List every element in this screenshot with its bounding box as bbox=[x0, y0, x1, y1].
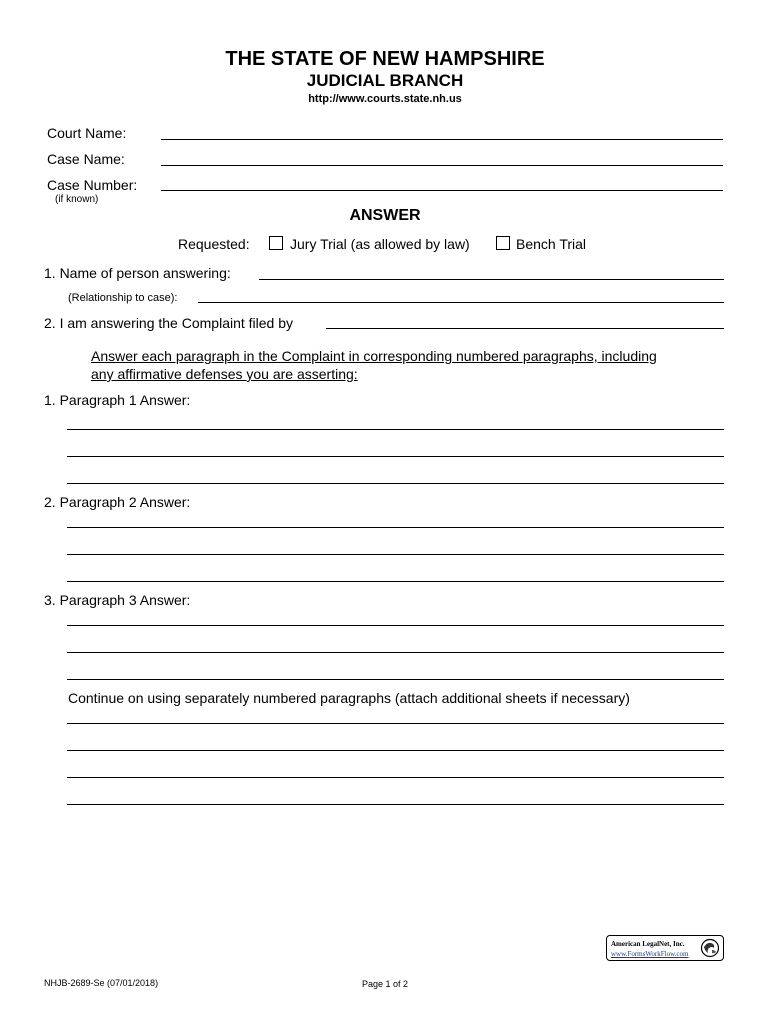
paragraph-3-line-2[interactable] bbox=[67, 652, 724, 653]
continue-line-4[interactable] bbox=[67, 804, 724, 805]
paragraph-1-line-1[interactable] bbox=[67, 429, 724, 430]
continue-line-1[interactable] bbox=[67, 723, 724, 724]
complaint-filed-by-field[interactable] bbox=[326, 328, 724, 329]
bench-trial-label: Bench Trial bbox=[516, 236, 587, 252]
answer-title: ANSWER bbox=[349, 207, 421, 224]
logo-name: American LegalNet, Inc. bbox=[611, 940, 685, 948]
paragraph-2-line-3[interactable] bbox=[67, 581, 724, 582]
person-answering-field[interactable] bbox=[259, 279, 724, 280]
paragraph-1-line-3[interactable] bbox=[67, 483, 724, 484]
continue-line-2[interactable] bbox=[67, 750, 724, 751]
paragraph-1-line-2[interactable] bbox=[67, 456, 724, 457]
if-known-note: (if known) bbox=[55, 194, 99, 205]
document-title: THE STATE OF NEW HAMPSHIRE bbox=[225, 48, 545, 70]
form-id: NHJB-2689-Se (07/01/2018) bbox=[44, 978, 159, 988]
paragraph-2-line-1[interactable] bbox=[67, 527, 724, 528]
person-answering-label: 1. Name of person answering: bbox=[44, 265, 231, 281]
document-subtitle: JUDICIAL BRANCH bbox=[306, 71, 464, 90]
paragraph-3-line-3[interactable] bbox=[67, 679, 724, 680]
paragraph-3-line-1[interactable] bbox=[67, 625, 724, 626]
case-number-field[interactable] bbox=[161, 190, 723, 191]
court-url: http://www.courts.state.nh.us bbox=[308, 93, 462, 105]
case-name-field[interactable] bbox=[161, 165, 723, 166]
relationship-label: (Relationship to case): bbox=[68, 292, 178, 304]
case-number-label: Case Number: bbox=[47, 177, 138, 193]
paragraph-2-label: 2. Paragraph 2 Answer: bbox=[44, 494, 191, 510]
jury-trial-label: Jury Trial (as allowed by law) bbox=[290, 236, 470, 252]
paragraph-2-line-2[interactable] bbox=[67, 554, 724, 555]
page-number: Page 1 of 2 bbox=[362, 979, 409, 989]
legalnet-logo bbox=[606, 935, 724, 961]
court-name-field[interactable] bbox=[161, 139, 723, 140]
requested-label: Requested: bbox=[178, 236, 250, 252]
paragraph-1-label: 1. Paragraph 1 Answer: bbox=[44, 392, 191, 408]
jury-trial-checkbox[interactable] bbox=[269, 236, 283, 250]
court-name-label: Court Name: bbox=[47, 125, 127, 141]
logo-url[interactable]: www.FormsWorkFlow.com bbox=[611, 950, 689, 958]
instructions-line-1: Answer each paragraph in the Complaint in corresponding numbered paragraphs, including bbox=[91, 348, 657, 364]
paragraph-3-label: 3. Paragraph 3 Answer: bbox=[44, 592, 191, 608]
instructions-line-2: any affirmative defenses you are asserting: bbox=[91, 366, 358, 382]
globe-icon bbox=[700, 938, 720, 958]
complaint-filed-by-label: 2. I am answering the Complaint filed by bbox=[44, 315, 294, 331]
continue-line-3[interactable] bbox=[67, 777, 724, 778]
relationship-field[interactable] bbox=[198, 302, 724, 303]
continue-instructions: Continue on using separately numbered paragraphs (attach additional sheets if necessary) bbox=[68, 690, 630, 706]
bench-trial-checkbox[interactable] bbox=[496, 236, 510, 250]
case-name-label: Case Name: bbox=[47, 151, 125, 167]
